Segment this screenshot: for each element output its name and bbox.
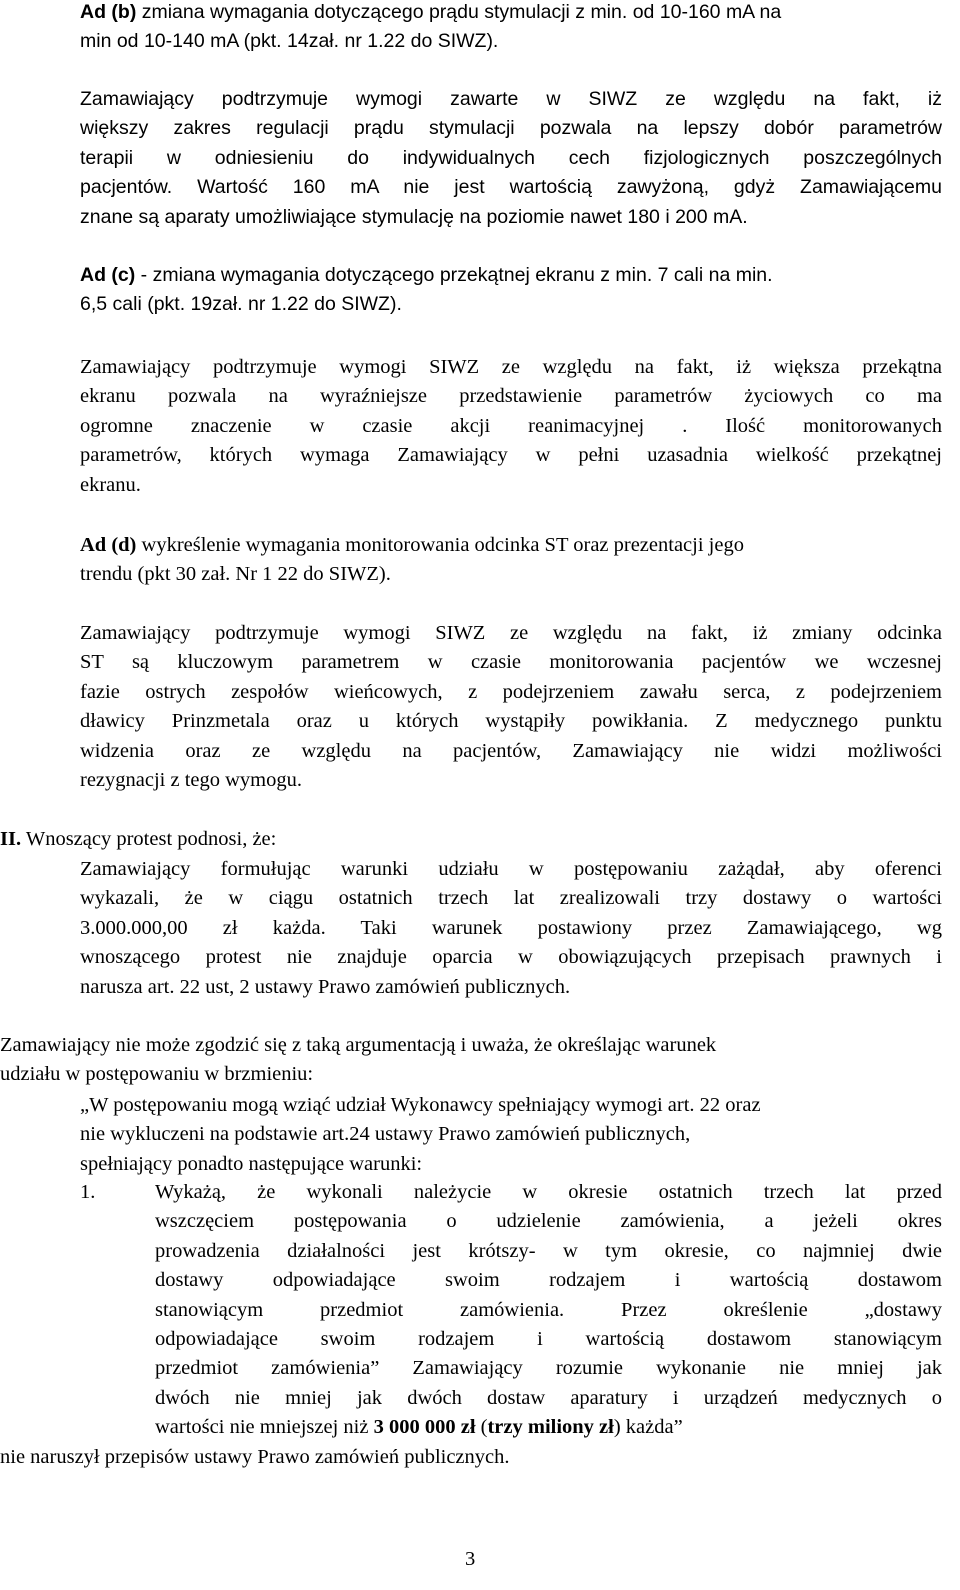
ad-b-label: Ad (b)	[80, 1, 137, 23]
section-ii-heading: II. Wnoszący protest podnosi, że:	[0, 828, 277, 850]
ad-b-heading: Ad (b) zmiana wymagania dotyczącego prądu stymulacji z min. od 10-160 mA na min od 10-140 mA (pkt. 14zał. nr 1.22 do SIWZ).	[80, 1, 782, 53]
ad-c-answer: Zamawiający podtrzymuje wymogi SIWZ ze względu na fakt, iż większa przekątna ekranu pozwala na wyraźniejsze przedstawienie parametrów życiowych co ma ogromne znaczenie w czasie akcji reanimacyjnej . Ilość monitorowanych parametrów, których wymaga Zamawiający w pełni uzasadnia wielkość przekątnej ekranu.	[80, 356, 942, 496]
amount-words-bold: trzy miliony zł	[487, 1416, 614, 1439]
section-ii-body: Zamawiający formułując warunki udziału w postępowaniu zażądał, aby oferenci wykazali, że w ciągu ostatnich trzech lat zrealizowali trzy dostawy o wartości 3.000.000,00 zł każda. Taki warunek postawiony przez Zamawiającego, wg wnoszącego protest nie znajduje oparcia w obowiązujących przepisach prawnych i narusza art. 22 ust, 2 ustawy Prawo zamówień publicznych.	[80, 858, 942, 998]
response-intro: Zamawiający nie może zgodzić się z taką argumentacją i uważa, że określając warunek udziału w postępowaniu w brzmieniu:	[0, 1034, 717, 1086]
list-item-number: 1.	[80, 1181, 96, 1203]
ad-b-answer: Zamawiający podtrzymuje wymogi zawarte w SIWZ ze względu na fakt, iż większy zakres regulacji prądu stymulacji pozwala na lepszy dobór parametrów terapii w odniesieniu do indywidualnych cech fizjologicznych poszczególnych pacjentów. Wartość 160 mA nie jest wartością zawyżoną, gdyż Zamawiającemu znane są aparaty umożliwiające stymulację na poziomie nawet 180 i 200 mA.	[80, 88, 942, 228]
amount-bold: 3 000 000 zł	[373, 1416, 476, 1439]
ad-d-heading: Ad (d) wykreślenie wymagania monitorowania odcinka ST oraz prezentacji jego trendu (pkt 30 zał. Nr 1 22 do SIWZ).	[80, 534, 744, 586]
closing-statement: nie naruszył przepisów ustawy Prawo zamówień publicznych.	[0, 1446, 510, 1468]
ad-d-label: Ad (d)	[80, 534, 137, 556]
section-ii-number: II.	[0, 828, 22, 850]
list-item-text: Wykażą, że wykonali należycie w okresie ostatnich trzech lat przed wszczęciem postępowania o udzielenie zamówienia, a jeżeli okres prowadzenia działalności jest krótszy- w tym okresie, co najmniej dwie dostawy odpowiadające swoim rodzajem i wartością dostawom stanowiącym przedmiot zamówienia. Przez określenie „dostawy odpowiadające swoim rodzajem i wartością dostawom stanowiącym przedmiot zamówienia” Zamawiający rozumie wykonanie nie mniej jak dwóch nie mniej jak dwóch dostaw aparatury i urządzeń medycznych o wartości nie mniejszej niż 3 000 000 zł (trzy miliony zł) każda”	[155, 1178, 942, 1443]
ad-c-label: Ad (c)	[80, 264, 136, 286]
ad-c-heading: Ad (c) - zmiana wymagania dotyczącego przekątnej ekranu z min. 7 cali na min. 6,5 cali (pkt. 19zał. nr 1.22 do SIWZ).	[80, 264, 773, 316]
quoted-condition: „W postępowaniu mogą wziąć udział Wykonawcy spełniający wymogi art. 22 oraz nie wykluczeni na podstawie art.24 ustawy Prawo zamówień publicznych, spełniający ponadto następujące warunki:	[80, 1094, 761, 1175]
ad-d-answer: Zamawiający podtrzymuje wymogi SIWZ ze względu na fakt, iż zmiany odcinka ST są kluczowym parametrem w czasie monitorowania pacjentów we wczesnej fazie ostrych zespołów wieńcowych, z podejrzeniem zawału serca, z podejrzeniem dławicy Prinzmetala oraz u których wystąpiły powikłania. Z medycznego punktu widzenia oraz ze względu na pacjentów, Zamawiający nie widzi możliwości rezygnacji z tego wymogu.	[80, 622, 942, 792]
page-number: 3	[465, 1548, 476, 1570]
list-item-last-line: wartości nie mniejszej niż 3 000 000 zł (trzy miliony zł) każda”	[155, 1416, 683, 1439]
